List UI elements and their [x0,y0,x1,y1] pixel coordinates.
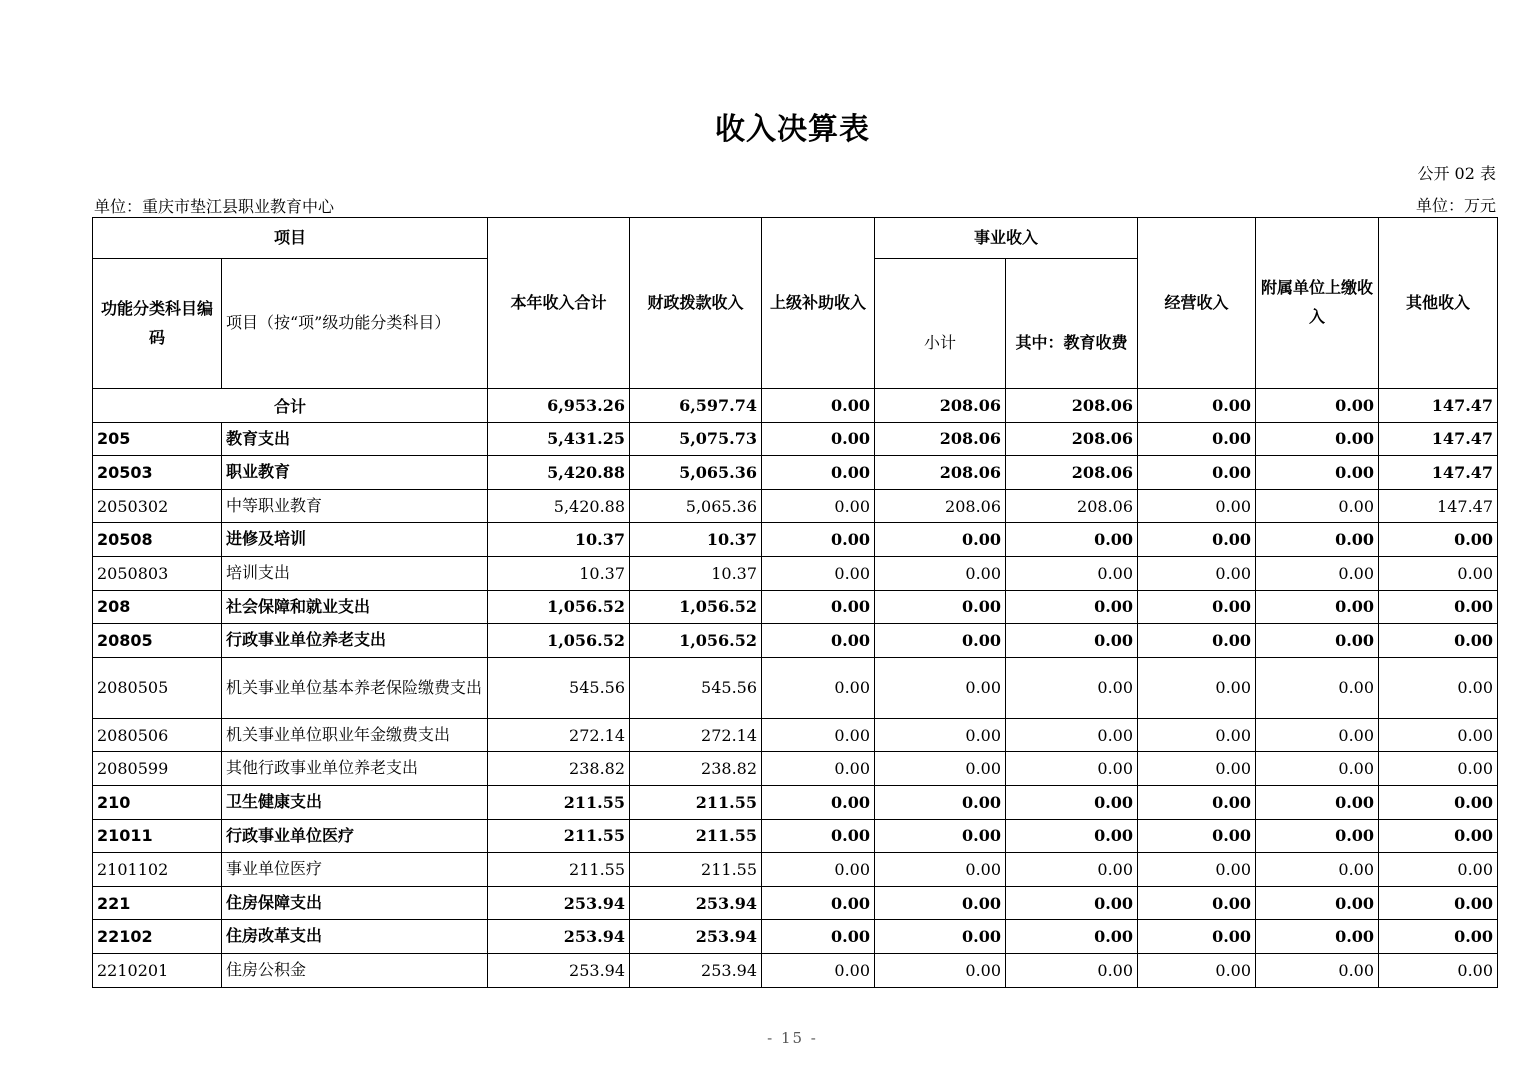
row-value: 0.00 [875,590,1006,624]
row-value: 0.00 [875,920,1006,954]
row-name: 事业单位医疗 [222,853,488,887]
row-value: 0.00 [1379,556,1498,590]
header-fiscal: 财政拨款收入 [630,218,762,389]
row-value: 1,056.52 [488,624,630,658]
row-value: 0.00 [875,624,1006,658]
row-value: 253.94 [630,920,762,954]
row-value: 272.14 [488,718,630,752]
row-value: 545.56 [630,657,762,718]
row-value: 10.37 [630,523,762,557]
row-value: 0.00 [1138,920,1256,954]
table-row [93,752,1498,786]
row-value: 0.00 [1256,853,1379,887]
row-value: 253.94 [488,886,630,920]
row-value: 0.00 [762,422,875,456]
row-value: 10.37 [488,556,630,590]
total-cell: 208.06 [875,389,1006,423]
row-value: 1,056.52 [630,590,762,624]
total-cell: 208.06 [1006,389,1138,423]
row-value: 0.00 [1138,853,1256,887]
row-value: 0.00 [1379,853,1498,887]
total-cell: 147.47 [1379,389,1498,423]
header-affiliated: 附属单位上缴收入 [1256,218,1379,389]
row-value: 0.00 [1138,718,1256,752]
row-value: 208.06 [1006,422,1138,456]
unit-organization: 单位：重庆市垫江县职业教育中心 [94,197,335,216]
row-value: 0.00 [1006,523,1138,557]
table-row [93,853,1498,887]
row-value: 208.06 [875,456,1006,490]
row-code: 2080599 [93,752,222,786]
row-value: 0.00 [1138,624,1256,658]
total-cell: 6,597.74 [630,389,762,423]
row-name: 教育支出 [222,422,488,456]
header-subtotal: 小计 [875,259,1006,389]
row-value: 5,065.36 [630,456,762,490]
row-value: 0.00 [1256,718,1379,752]
unit-currency: 单位：万元 [1415,196,1496,215]
row-value: 0.00 [762,853,875,887]
row-value: 0.00 [1256,819,1379,853]
row-value: 238.82 [488,752,630,786]
row-value: 208.06 [875,422,1006,456]
header-business-income: 事业收入 [875,218,1138,259]
row-value: 0.00 [762,489,875,523]
row-value: 147.47 [1379,422,1498,456]
page-number: - 15 - [767,1029,818,1047]
table-row [93,920,1498,954]
row-name: 其他行政事业单位养老支出 [222,752,488,786]
row-value: 253.94 [630,886,762,920]
row-value: 0.00 [762,953,875,987]
row-value: 0.00 [1256,624,1379,658]
row-value: 211.55 [630,785,762,819]
row-value: 1,056.52 [488,590,630,624]
row-value: 0.00 [1006,920,1138,954]
row-value: 0.00 [762,785,875,819]
total-cell: 0.00 [1256,389,1379,423]
row-value: 0.00 [1256,422,1379,456]
row-name: 行政事业单位医疗 [222,819,488,853]
income-final-accounts-table [92,217,1498,988]
row-value: 0.00 [1379,819,1498,853]
row-code: 20503 [93,456,222,490]
row-value: 0.00 [875,785,1006,819]
header-name: 项目（按“项”级功能分类科目） [222,259,488,389]
row-value: 0.00 [1256,657,1379,718]
row-name: 住房改革支出 [222,920,488,954]
total-cell: 0.00 [762,389,875,423]
total-cell: 0.00 [1138,389,1256,423]
row-code: 22102 [93,920,222,954]
row-value: 0.00 [1379,953,1498,987]
row-code: 221 [93,886,222,920]
row-value: 0.00 [875,523,1006,557]
row-code: 205 [93,422,222,456]
row-value: 5,075.73 [630,422,762,456]
row-value: 0.00 [1006,718,1138,752]
row-value: 208.06 [1006,456,1138,490]
row-value: 0.00 [762,920,875,954]
row-value: 0.00 [1379,752,1498,786]
row-name: 机关事业单位基本养老保险缴费支出 [222,657,488,718]
row-value: 0.00 [762,886,875,920]
row-value: 0.00 [1256,590,1379,624]
row-value: 0.00 [1256,489,1379,523]
row-value: 5,431.25 [488,422,630,456]
table-row [93,590,1498,624]
row-value: 0.00 [1379,785,1498,819]
row-value: 5,065.36 [630,489,762,523]
row-name: 职业教育 [222,456,488,490]
row-name: 机关事业单位职业年金缴费支出 [222,718,488,752]
row-value: 0.00 [1006,590,1138,624]
row-value: 0.00 [1379,624,1498,658]
header-operating: 经营收入 [1138,218,1256,389]
row-code: 2080505 [93,657,222,718]
row-value: 253.94 [630,953,762,987]
row-value: 0.00 [1006,657,1138,718]
row-value: 5,420.88 [488,489,630,523]
row-name: 住房保障支出 [222,886,488,920]
row-value: 0.00 [1256,752,1379,786]
row-name: 卫生健康支出 [222,785,488,819]
row-name: 社会保障和就业支出 [222,590,488,624]
row-value: 0.00 [762,624,875,658]
row-value: 211.55 [488,785,630,819]
row-value: 253.94 [488,953,630,987]
page-title: 收入决算表 [715,112,870,147]
row-value: 0.00 [762,819,875,853]
row-value: 0.00 [1006,819,1138,853]
row-value: 0.00 [1138,456,1256,490]
table-row [93,556,1498,590]
row-value: 253.94 [488,920,630,954]
row-value: 0.00 [1138,819,1256,853]
row-code: 210 [93,785,222,819]
row-code: 208 [93,590,222,624]
row-value: 0.00 [1379,590,1498,624]
row-value: 0.00 [762,590,875,624]
row-value: 0.00 [762,556,875,590]
row-value: 0.00 [1379,920,1498,954]
table-row [93,489,1498,523]
header-edu-fee: 其中：教育收费 [1006,259,1138,389]
table-row [93,886,1498,920]
row-code: 20508 [93,523,222,557]
row-value: 0.00 [875,752,1006,786]
row-value: 0.00 [1006,953,1138,987]
total-label: 合计 [93,389,488,423]
row-value: 5,420.88 [488,456,630,490]
row-value: 0.00 [1256,523,1379,557]
row-value: 0.00 [875,819,1006,853]
row-value: 0.00 [1256,556,1379,590]
row-value: 10.37 [630,556,762,590]
header-code: 功能分类科目编码 [93,259,222,389]
row-value: 0.00 [1379,657,1498,718]
row-name: 行政事业单位养老支出 [222,624,488,658]
table-row [93,819,1498,853]
row-value: 0.00 [1256,953,1379,987]
header-project: 项目 [93,218,488,259]
row-value: 0.00 [875,953,1006,987]
row-value: 0.00 [762,752,875,786]
header-superior: 上级补助收入 [762,218,875,389]
row-value: 147.47 [1379,456,1498,490]
row-value: 0.00 [1379,718,1498,752]
row-value: 0.00 [1138,523,1256,557]
row-code: 21011 [93,819,222,853]
row-value: 0.00 [1138,556,1256,590]
row-value: 0.00 [1256,886,1379,920]
row-name: 培训支出 [222,556,488,590]
header-total: 本年收入合计 [488,218,630,389]
row-value: 0.00 [762,718,875,752]
row-value: 0.00 [1256,456,1379,490]
row-value: 0.00 [875,853,1006,887]
row-value: 0.00 [1138,752,1256,786]
row-value: 0.00 [1138,590,1256,624]
row-value: 0.00 [1138,785,1256,819]
row-code: 2080506 [93,718,222,752]
row-code: 2101102 [93,853,222,887]
row-value: 147.47 [1379,489,1498,523]
header-other: 其他收入 [1379,218,1498,389]
row-value: 545.56 [488,657,630,718]
table-row [93,718,1498,752]
table-row [93,785,1498,819]
row-value: 0.00 [1006,752,1138,786]
row-value: 0.00 [1006,886,1138,920]
table-row [93,624,1498,658]
row-value: 0.00 [1138,953,1256,987]
row-code: 2050803 [93,556,222,590]
row-value: 0.00 [1006,556,1138,590]
row-value: 211.55 [488,853,630,887]
row-value: 211.55 [630,853,762,887]
row-value: 0.00 [875,718,1006,752]
row-value: 10.37 [488,523,630,557]
row-name: 住房公积金 [222,953,488,987]
row-value: 0.00 [1256,785,1379,819]
row-value: 0.00 [1006,785,1138,819]
row-value: 0.00 [1379,523,1498,557]
row-value: 211.55 [630,819,762,853]
row-value: 0.00 [1138,489,1256,523]
total-row [93,389,1498,423]
table-row [93,523,1498,557]
row-value: 0.00 [1138,886,1256,920]
row-value: 0.00 [762,523,875,557]
table-row [93,422,1498,456]
row-value: 208.06 [1006,489,1138,523]
row-value: 0.00 [1138,422,1256,456]
table-row [93,657,1498,718]
row-value: 0.00 [875,556,1006,590]
row-value: 0.00 [875,657,1006,718]
row-value: 0.00 [1379,886,1498,920]
row-value: 211.55 [488,819,630,853]
row-value: 0.00 [762,657,875,718]
row-value: 0.00 [1138,657,1256,718]
row-value: 238.82 [630,752,762,786]
row-value: 0.00 [1006,853,1138,887]
row-value: 0.00 [762,456,875,490]
row-value: 0.00 [1256,920,1379,954]
row-code: 2050302 [93,489,222,523]
row-name: 进修及培训 [222,523,488,557]
table-row [93,953,1498,987]
row-code: 2210201 [93,953,222,987]
table-row [93,456,1498,490]
total-cell: 6,953.26 [488,389,630,423]
row-value: 1,056.52 [630,624,762,658]
row-value: 0.00 [1006,624,1138,658]
row-code: 20805 [93,624,222,658]
row-value: 272.14 [630,718,762,752]
row-value: 0.00 [875,886,1006,920]
form-number: 公开 02 表 [1417,164,1496,183]
row-name: 中等职业教育 [222,489,488,523]
row-value: 208.06 [875,489,1006,523]
